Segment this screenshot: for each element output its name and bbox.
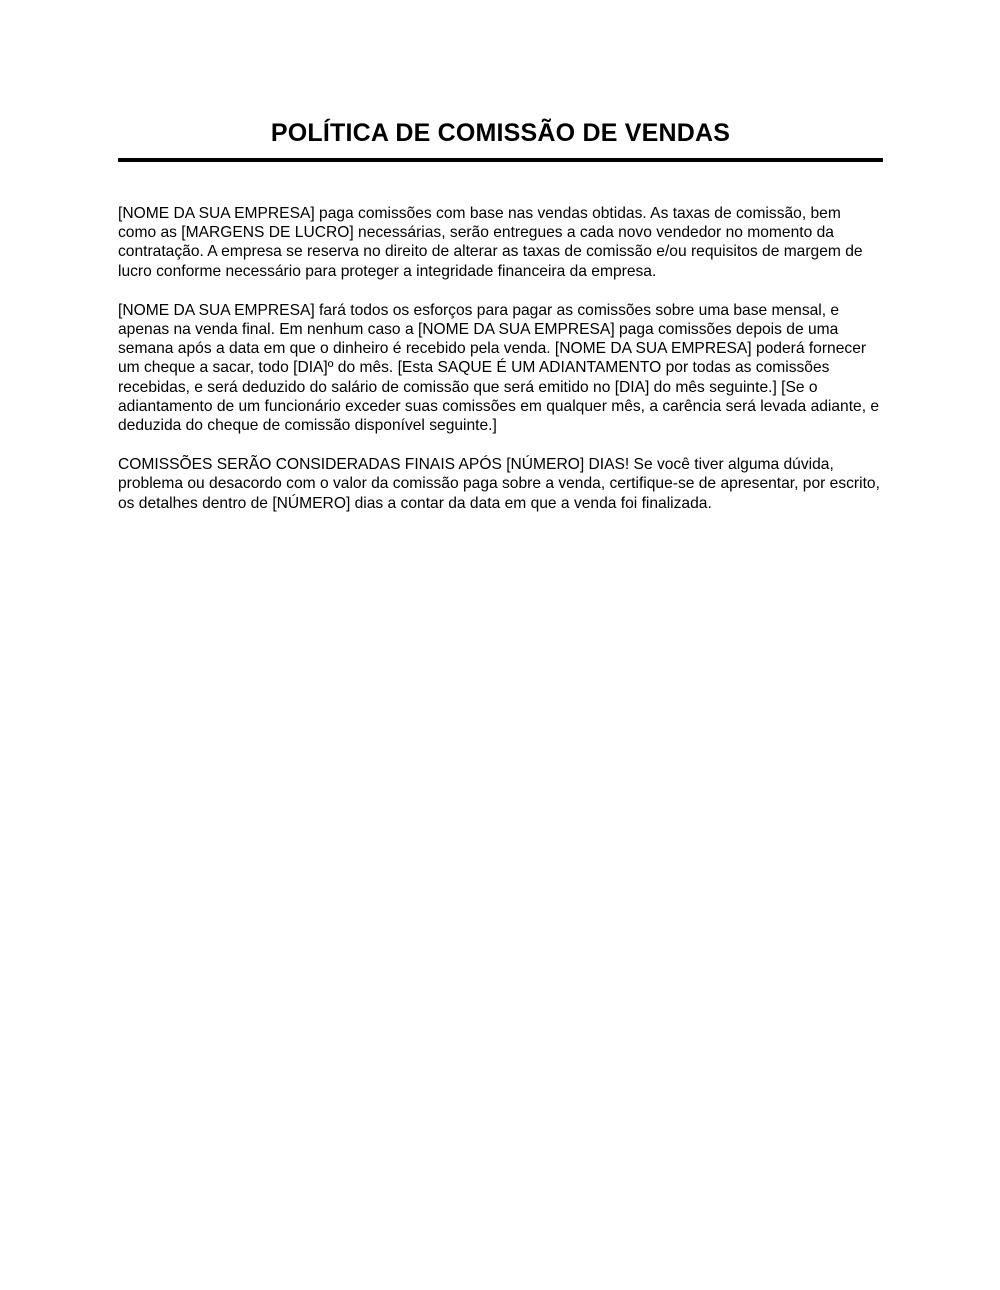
title-divider [118, 158, 883, 162]
paragraph-commission-basis: [NOME DA SUA EMPRESA] paga comissões com base nas vendas obtidas. As taxas de comissão, bem como as [MARGENS DE LUCRO] necessárias, serão entregues a cada novo vendedor no momento da contratação. A empresa se reserva no direito de alterar as taxas de comissão e/ou requisitos de margem de lucro conforme necessário para proteger a integridade financeira da empresa. [118, 205, 863, 280]
document-title: POLÍTICA DE COMISSÃO DE VENDAS [270, 119, 731, 147]
document-body [118, 204, 883, 533]
paragraph-payment-schedule: [NOME DA SUA EMPRESA] fará todos os esforços para pagar as comissões sobre uma base mensal, e apenas na venda final. Em nenhum caso a [NOME DA SUA EMPRESA] paga comissões depois de uma semana após a data em que o dinheiro é recebido pela venda. [NOME DA SUA EMPRESA] poderá fornecer um cheque a sacar, todo [DIA]º do mês. [Esta SAQUE É UM ADIANTAMENTO por todas as comissões recebidas, e será deduzido do salário de comissão que será emitido no [DIA] do mês seguinte.] [Se o adiantamento de um funcionário exceder suas comissões em qualquer mês, a carência será levada adiante, e deduzida do cheque de comissão disponível seguinte.] [118, 301, 880, 435]
paragraph-final-commissions: COMISSÕES SERÃO CONSIDERADAS FINAIS APÓS [NÚMERO] DIAS! Se você tiver alguma dúvida, problema ou desacordo com o valor da comissão paga sobre a venda, certifique-se de apresentar, por escrito, os detalhes dentro de [NÚMERO] dias a contar da data em que a venda foi finalizada. [118, 456, 880, 512]
